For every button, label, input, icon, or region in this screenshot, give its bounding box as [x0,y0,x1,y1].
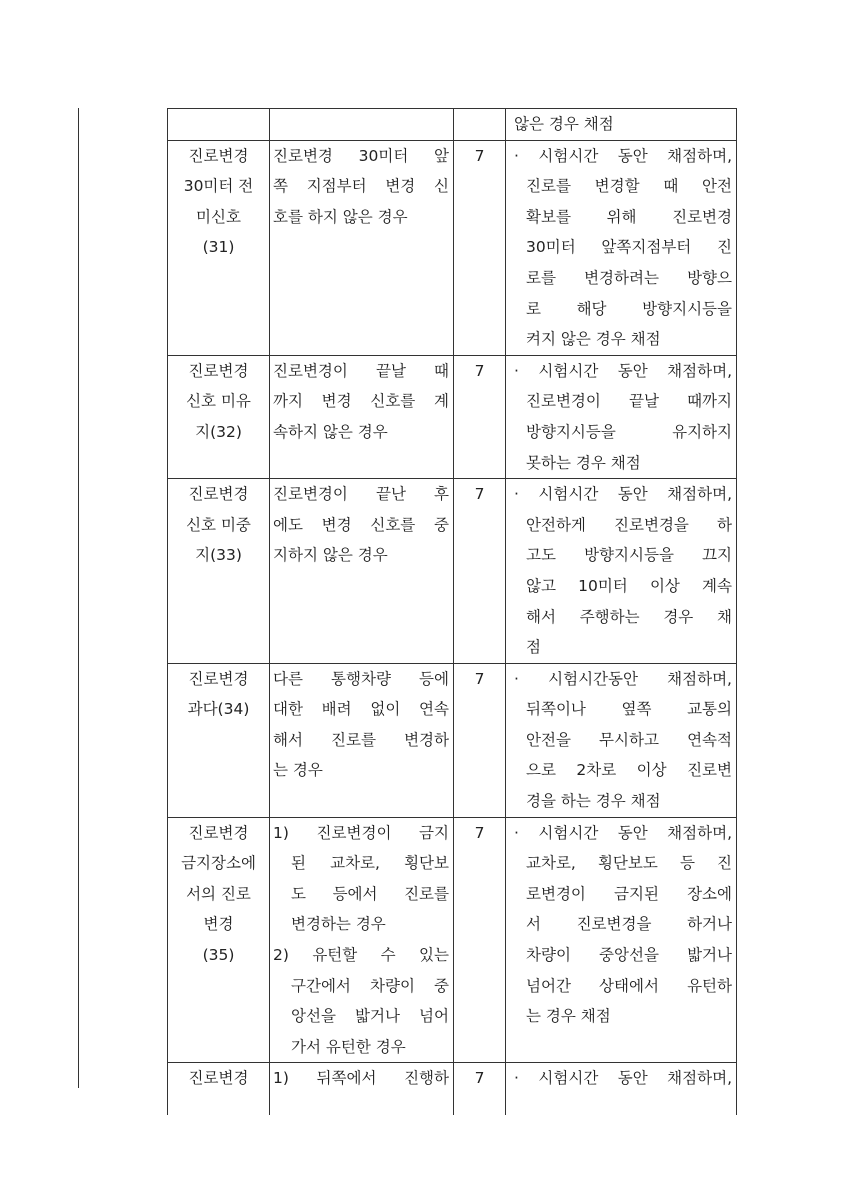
note-line: · 시험시간 동안 채점하며, [514,823,732,842]
item-cell [168,109,270,141]
criteria-line: 는 경우 [273,761,323,780]
criteria-line: 진로변경이 끝날 때 [273,361,449,380]
note-line: 방향지시등을 유지하지 [526,422,732,441]
criteria-line: 가서 유턴한 경우 [291,1037,406,1056]
note-line: 해서 주행하는 경우 채 [526,607,732,626]
table-row [168,140,737,355]
note-line: · 시험시간 동안 채점하며, [514,485,732,504]
note-line: 는 경우 채점 [526,1007,611,1026]
note-line: 않고 10미터 이상 계속 [526,576,732,595]
note-line: 30미터 앞쪽지점부터 진 [526,238,732,257]
item-line: 진로변경 [188,823,249,842]
table-row [168,355,737,478]
note-line: 로를 변경하려는 방향으 [526,268,732,287]
table-row [168,663,737,817]
note-line: · 시험시간동안 채점하며, [514,669,732,688]
points-cell: 7 [454,140,506,355]
points-cell: 7 [454,1063,506,1115]
item-line: 지(32) [195,422,242,441]
criteria-line: 진로변경이 끝난 후 [273,485,449,504]
criteria-line: 호를 하지 않은 경우 [273,207,408,226]
note-line: 확보를 위해 진로변경 [526,207,732,226]
item-line: 진로변경 [188,669,249,688]
note-cell [506,109,737,141]
item-line: 30미터 전 [183,177,254,196]
item-cell [168,817,270,1063]
item-line: 진로변경 [188,1069,249,1088]
item-line: 변경 [203,915,234,934]
criteria-cell [270,663,454,817]
item-line: 서의 진로 [186,884,251,903]
note-line: 넘어간 상태에서 유턴하 [526,976,732,995]
note-cell [506,355,737,478]
note-line: 안전을 무시하고 연속적 [526,730,732,749]
item-line: 미신호 [196,207,241,226]
note-line: · 시험시간 동안 채점하며, [514,361,732,380]
note-line: 교차로, 횡단보도 등 진 [526,854,732,873]
item-cell [168,355,270,478]
item-line: 신호 미중 [186,515,251,534]
item-line: 진로변경 [188,361,249,380]
note-line: 경을 하는 경우 채점 [526,792,661,811]
criteria-line: 에도 변경 신호를 중 [273,515,449,534]
note-line: 로변경이 금지된 장소에 [526,884,732,903]
criteria-line: 변경하는 경우 [291,915,386,934]
criteria-line: 해서 진로를 변경하 [273,730,449,749]
criteria-line: 앙선을 밟거나 넘어 [291,1007,449,1026]
criteria-cell [270,109,454,141]
criteria-line: 까지 변경 신호를 계 [273,392,449,411]
item-line: 진로변경 [188,485,249,504]
item-line: (35) [202,946,235,965]
item-cell [168,140,270,355]
item-cell [168,1063,270,1115]
points-cell: 7 [454,817,506,1063]
points-cell [454,109,506,141]
note-line: 고도 방향지시등을 끄지 [526,546,732,565]
note-line: 점 [526,638,541,657]
scoring-table [167,108,737,1115]
criteria-line: 도 등에서 진로를 [291,884,449,903]
item-cell [168,479,270,664]
criteria-cell [270,355,454,478]
criteria-line: 구간에서 차량이 중 [291,976,449,995]
item-line: (31) [202,238,235,257]
criteria-cell [270,817,454,1063]
criteria-line: 속하지 않은 경우 [273,422,388,441]
note-cell [506,817,737,1063]
note-line: 않은 경우 채점 [514,115,614,133]
note-cell [506,663,737,817]
note-line: 켜지 않은 경우 채점 [526,330,661,349]
criteria-line: 2) 유턴할 수 있는 [273,946,449,965]
note-line: 진로변경이 끝날 때까지 [526,392,732,411]
points-cell: 7 [454,479,506,664]
criteria-line: 다른 통행차량 등에 [273,669,449,688]
points-cell: 7 [454,355,506,478]
table-row [168,109,737,141]
note-line: 안전하게 진로변경을 하 [526,515,732,534]
item-line: 신호 미유 [186,392,251,411]
criteria-line: 지하지 않은 경우 [273,546,388,565]
criteria-line: 1) 뒤쪽에서 진행하 [273,1069,449,1088]
note-line: 차량이 중앙선을 밟거나 [526,946,732,965]
item-line: 과다(34) [187,700,250,719]
note-line: 진로를 변경할 때 안전 [526,177,732,196]
table-row [168,1063,737,1115]
criteria-line: 쪽 지점부터 변경 신 [273,177,449,196]
note-line: · 시험시간 동안 채점하며, [514,1069,732,1088]
note-line: 못하는 경우 채점 [526,453,641,472]
note-line: 서 진로변경을 하거나 [526,915,732,934]
criteria-line: 진로변경 30미터 앞 [273,146,449,165]
criteria-cell [270,1063,454,1115]
note-line: 뒤쪽이나 옆쪽 교통의 [526,700,732,719]
note-line: 로 해당 방향지시등을 [526,299,732,318]
criteria-line: 대한 배려 없이 연속 [273,700,449,719]
note-line: 으로 2차로 이상 진로변 [526,761,732,780]
item-line: 지(33) [195,546,242,565]
criteria-cell [270,140,454,355]
points-cell: 7 [454,663,506,817]
note-line: · 시험시간 동안 채점하며, [514,146,732,165]
criteria-line: 1) 진로변경이 금지 [273,823,449,842]
item-line: 진로변경 [188,146,249,165]
table-row [168,817,737,1063]
note-cell [506,140,737,355]
criteria-cell [270,479,454,664]
note-cell [506,1063,737,1115]
criteria-line: 된 교차로, 횡단보 [291,854,449,873]
left-margin-line [78,108,79,1088]
item-line: 금지장소에 [181,854,256,873]
item-cell [168,663,270,817]
note-cell [506,479,737,664]
table-row [168,479,737,664]
